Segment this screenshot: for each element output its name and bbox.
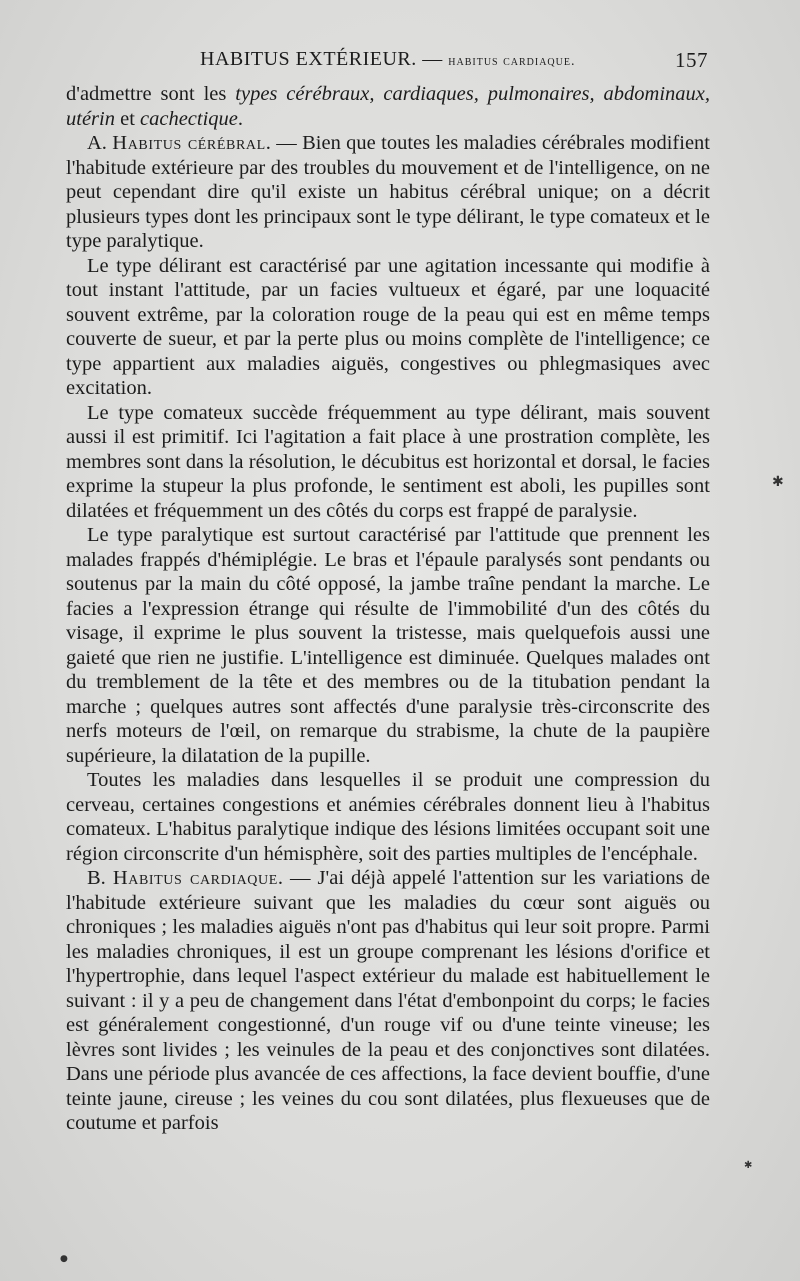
ink-speck-mark: ✱ (744, 1160, 753, 1171)
paragraph-habitus-cardiaque (66, 866, 710, 1136)
text-span: . (237, 107, 244, 130)
italic-cachectique: cachectique (140, 107, 238, 130)
paragraph-type-comateux: Le type comateux succède fréquemment au type délirant, mais souvent aussi il est primitif. Ici l'agitation a fait place à une prostration complète, les membres sont dans la résolution, le décubitus est horizontal et dorsal, le facies exprime la stupeur la plus profonde, le sentiment est aboli, les pupilles sont dilatées et fréquemment un des côtés du corps est frappé de paralysie. (66, 401, 710, 522)
paragraph-continuation (66, 82, 710, 131)
header-title-main: HABITUS EXTÉRIEUR. (200, 48, 417, 70)
paragraph-habitus-cerebral (66, 131, 710, 254)
section-heading: Habitus cardiaque (112, 867, 278, 889)
header-title (200, 48, 576, 71)
paragraph-compression: Toutes les maladies dans lesquelles il se produit une compression du cerveau, certaines congestions et anémies cérébrales donnent lieu à l'habitus comateux. L'habitus paralytique indique des lésions limitées occupant soit une région circonscrite d'un hémisphère, soit des parties multiples de l'encéphale. (66, 769, 710, 865)
running-header (66, 44, 710, 76)
page-number: 157 (675, 48, 708, 72)
text-span: et (114, 107, 141, 130)
ink-speck-mark: ● (60, 1254, 68, 1264)
ink-speck-mark: ✱ (772, 474, 784, 490)
section-text: . — Bien que toutes les maladies cérébrales modifient l'habitude extérieure par des troubles du mouvement et de l'intelligence, on ne peut cependant dire qu'il existe un habitus cérébral unique; on a décrit plusieurs types dont les principaux sont le type délirant, le type comateux et le type paralytique. (66, 132, 710, 252)
header-title-sub: habitus cardiaque. (448, 54, 576, 69)
section-heading: Habitus cérébral (112, 132, 266, 154)
italic-types: types cérébraux, cardiaques, pulmonaires, abdominaux, utérin (66, 83, 710, 130)
text-span: d'admettre sont les (66, 83, 236, 105)
section-label: A. (87, 132, 113, 154)
paragraph-type-delirant: Le type délirant est caractérisé par une agitation incessante qui modifie à tout instant l'attitude, par un facies vultueux et égaré, par une loquacité souvent extrême, par la coloration rouge de la peau qui est en même temps couverte de sueur, et par la perte plus ou moins complète de l'intelligence; ce type appartient aux maladies aiguës, congestives ou phlegmasiques avec excitation. (66, 254, 710, 399)
header-title-dash: — (416, 48, 449, 70)
paragraph-type-paralytique: Le type paralytique est surtout caractérisé par l'attitude que prennent les malades frappés d'hémiplégie. Le bras et l'épaule paralysés sont pendants ou soutenus par la main du côté opposé, la jambe traîne pendant la marche. Le facies a l'expression étrange qui résulte de l'immobilité d'un des côtés du visage, il exprime le plus souvent la tristesse, mais quelquefois aussi une gaieté que rien ne justifie. L'intelligence est diminuée. Quelques malades ont du tremblement de la tête et des membres ou de la titubation pendant la marche ; quelques autres sont affectés d'une paralysie très-circonscrite des nerfs moteurs de l'œil, on remarque du strabisme, la chute de la paupière supérieure, la dilatation de la pupille. (66, 524, 710, 767)
section-label: B. (87, 867, 113, 889)
body-text (66, 82, 710, 1136)
section-text: . — J'ai déjà appelé l'attention sur les variations de l'habitude extérieure suivant que les maladies du cœur sont aiguës ou chroniques ; les maladies aiguës n'ont pas d'habitus qui leur soit propre. Parmi les maladies chroniques, il est un groupe comprenant les lésions d'orifice et l'hypertrophie, dans lequel l'aspect extérieur du malade est habituellement le suivant : il y a peu de changement dans l'état d'embonpoint du corps; le facies est généralement congestionné, d'un rouge vif ou d'une teinte vineuse; les lèvres sont livides ; les veinules de la peau et des conjonctives sont dilatées. Dans une période plus avancée de ces affections, la face devient bouffie, d'une teinte jaune, cireuse ; les veines du cou sont dilatées, plus flexueuses que de coutume et parfois (66, 867, 710, 1134)
